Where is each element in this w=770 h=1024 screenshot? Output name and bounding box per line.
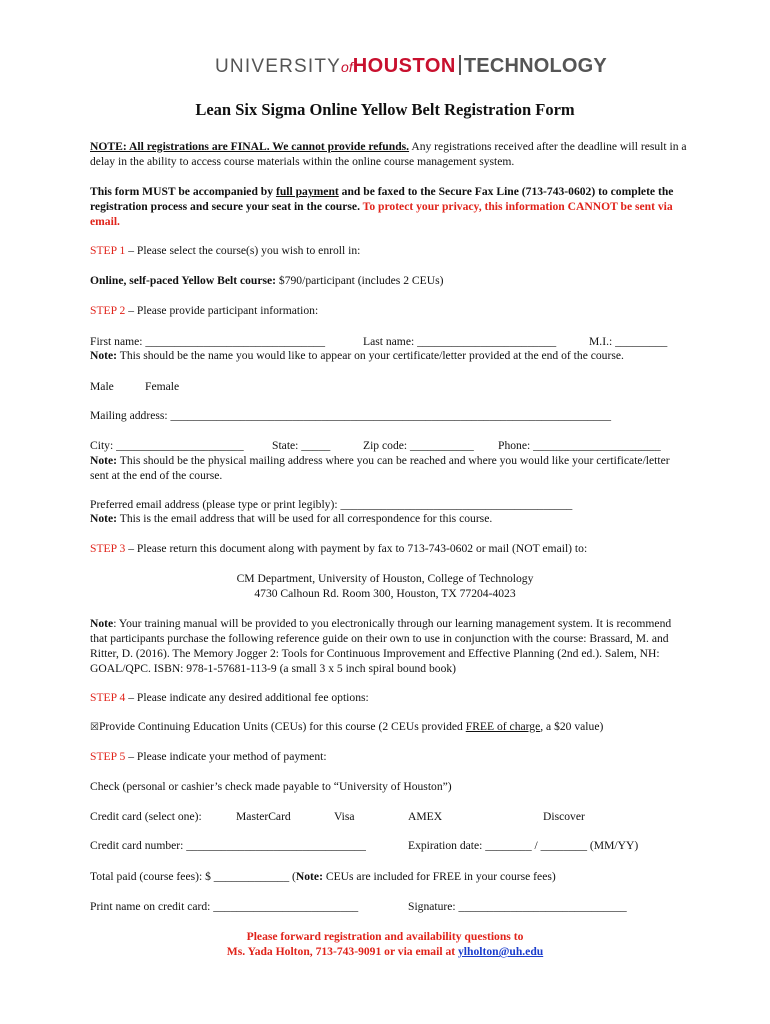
total-note-label: Note: (295, 870, 323, 883)
step4-heading (90, 690, 369, 705)
email-note-text: This is the email address that will be used for all correspondence for this course. (117, 512, 493, 525)
name-note-label: Note: (90, 349, 118, 362)
form-title: Lean Six Sigma Online Yellow Belt Registration Form (195, 100, 575, 119)
phone-field[interactable]: Phone: ______________________ (498, 439, 661, 452)
address-note-text: This should be the physical mailing address where you can be reached and where you would like your certificate/letter sent at the end of the course. (90, 454, 670, 482)
fax-notice (90, 184, 690, 229)
step3-label: STEP 3 (90, 542, 126, 555)
step1-label: STEP 1 (90, 244, 126, 257)
logo-technology: TECHNOLOGY (463, 55, 607, 77)
step5-label: STEP 5 (90, 750, 126, 763)
visa-option[interactable] (334, 809, 355, 825)
step2-label: STEP 2 (90, 304, 126, 317)
credit-card-option[interactable] (90, 809, 202, 825)
footer-line2 (0, 944, 770, 959)
state-field[interactable]: State: _____ (272, 439, 331, 452)
ceu-free-text: FREE of charge (465, 720, 541, 733)
discover-label: Discover (543, 810, 585, 823)
fax-notice-part2: and be faxed to the Secure Fax Line (713-743-0602) to complete the registration process and secure your seat in the course. (90, 185, 674, 213)
zip-field[interactable]: Zip code: ___________ (363, 439, 474, 452)
refund-note-text: Any registrations received after the deadline will result in a delay in the ability to access course materials within the online course management system. (90, 140, 687, 168)
amex-option[interactable] (408, 809, 442, 825)
last-name-field[interactable]: Last name: ________________________ (363, 335, 557, 348)
name-note (90, 348, 624, 363)
address-note-label: Note: (90, 454, 118, 467)
address-note (90, 453, 690, 483)
city-field[interactable]: City: ______________________ (90, 439, 244, 452)
refund-note (90, 139, 690, 169)
ceu-checkbox[interactable]: ☒ (90, 722, 99, 733)
fax-notice-underline: full payment (275, 185, 339, 198)
manual-note-text: : Your training manual will be provided to you electronically through our learning management system. It is recommend that participants purchase the following reference guide on their own to use in conjunction with the course: Brassard, M. and Ritter, D. (2016). The Memory Jogger 2: Tools for Continuous Improvement and Effective Planning (2nd ed.). Salem, NH: GOAL/QPC. ISBN: 978-1-57681-113-9 (a small 3 x 5 inch spiral bound book) (90, 617, 672, 675)
check-option-text: Check (personal or cashier’s check made payable to “University of Houston”) (90, 780, 452, 793)
manual-note-label: Note (90, 617, 114, 630)
first-name-field[interactable]: First name: _______________________________ (90, 335, 326, 348)
total-note-text: CEUs are included for FREE in your course fees) (322, 870, 556, 883)
email-note-label: Note: (90, 512, 118, 525)
step3-heading (90, 541, 587, 556)
email-field[interactable]: Preferred email address (please type or print legibly): ________________________________________ (90, 498, 573, 511)
footer-line1: Please forward registration and availability questions to (246, 930, 524, 943)
course-option[interactable] (90, 273, 443, 289)
step1-heading (90, 243, 360, 258)
course-option-price: $790/participant (includes 2 CEUs) (276, 274, 444, 287)
mastercard-option[interactable] (236, 809, 291, 825)
step4-label: STEP 4 (90, 691, 126, 704)
step5-heading (90, 749, 327, 764)
credit-card-label: Credit card (select one): (90, 810, 202, 823)
privacy-warning: To protect your privacy, this information CANNOT be sent via email. (90, 200, 673, 228)
signature-field[interactable]: Signature: _____________________________ (408, 900, 627, 913)
card-number-field[interactable]: Credit card number: _______________________________ (90, 839, 366, 852)
female-label: Female (145, 380, 180, 393)
course-option-bold: Online, self-paced Yellow Belt course: (90, 274, 277, 287)
logo-houston: HOUSTON (352, 55, 456, 77)
print-name-field[interactable]: Print name on credit card: _________________________ (90, 900, 359, 913)
mastercard-label: MasterCard (236, 810, 291, 823)
mailing-address-field[interactable]: Mailing address: ____________________________________________________________________________ (90, 409, 612, 422)
mailing-address-line2: 4730 Calhoun Rd. Room 300, Houston, TX 77204-4023 (254, 587, 516, 600)
fax-notice-part1: This form MUST be accompanied by (90, 185, 276, 198)
logo-of: of (341, 59, 353, 75)
footer-contact-text: Ms. Yada Holton, 713-743-9091 or via email at (226, 945, 458, 958)
amex-label: AMEX (408, 810, 443, 823)
step1-text: – Please select the course(s) you wish to enroll in: (125, 244, 361, 257)
step2-text: – Please provide participant information: (125, 304, 319, 317)
logo-university: UNIVERSITY (215, 56, 342, 77)
university-houston-technology-logo (215, 55, 607, 81)
name-note-text: This should be the name you would like to appear on your certificate/letter provided at the end of the course. (117, 349, 624, 362)
discover-option[interactable] (543, 809, 585, 825)
mailing-address-line1: CM Department, University of Houston, College of Technology (236, 572, 534, 585)
training-manual-note (90, 616, 690, 676)
refund-note-bold: NOTE: All registrations are FINAL. We cannot provide refunds. (90, 140, 410, 153)
male-label: Male (90, 380, 114, 393)
ceu-option-text: Provide Continuing Education Units (CEUs) for this course (2 CEUs provided (98, 720, 466, 733)
contact-email-link[interactable]: ylholton@uh.edu (458, 945, 544, 958)
visa-label: Visa (334, 810, 355, 823)
check-option[interactable] (90, 779, 452, 795)
step3-text: – Please return this document along with payment by fax to 713-743-0602 or mail (NOT email) to: (125, 542, 588, 555)
logo-divider (459, 55, 461, 75)
gender-female-option[interactable] (145, 379, 179, 395)
email-note (90, 511, 492, 526)
ceu-value-text: , a $20 value) (540, 720, 604, 733)
gender-male-option[interactable] (90, 379, 114, 395)
ceu-option[interactable] (90, 719, 603, 735)
total-paid-text: Total paid (course fees): $ _____________ ( (90, 870, 296, 883)
step5-text: – Please indicate your method of payment: (125, 750, 327, 763)
middle-initial-field[interactable]: M.I.: _________ (589, 335, 668, 348)
expiration-date-field[interactable]: Expiration date: ________ / ________ (MM/YY) (408, 839, 639, 852)
step4-text: – Please indicate any desired additional fee options: (125, 691, 369, 704)
step2-heading (90, 303, 318, 318)
total-paid-field[interactable] (90, 869, 556, 884)
